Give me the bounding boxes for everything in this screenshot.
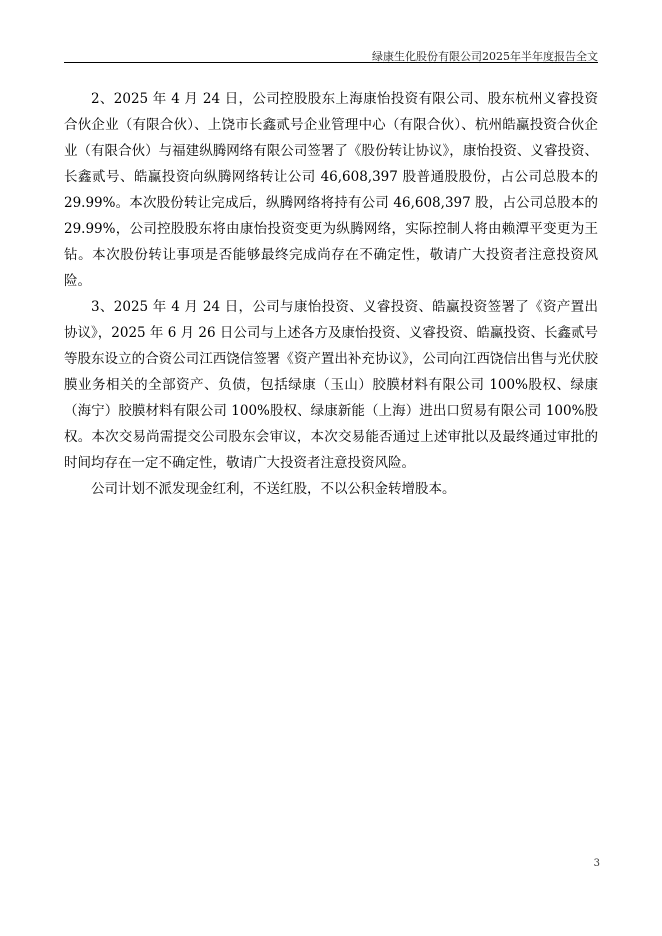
paragraph-dividend-plan: 公司计划不派发现金红利，不送红股，不以公积金转增股本。 (91, 481, 456, 497)
paragraph-asset-divestment: 3、2025 年 4 月 24 日，公司与康怡投资、义睿投资、皓赢投资签署了《资产置出协议》，2025 年 6 月 26 日公司与上述各方及康怡投资、义睿投资、皓赢投资、长鑫贰号等股东设立的合资公司江西饶信签署《资产置出补充协议》，公司向江西饶信出售与光伏胶膜业务相关的全部资产、负债，包括绿康（玉山）胶膜材料有限公司 100%股权、绿康（海宁）胶膜材料有限公司 100%股权、绿康新能（上海）进出口贸易有限公司 100%股权。本次交易尚需提交公司股东会审议，本次交易能否通过上述审批以及最终通过审批的时间均存在一定不确定性，敬请广大投资者注意投资风险。 (64, 299, 598, 471)
document-body (64, 86, 598, 502)
paragraph-share-transfer: 2、2025 年 4 月 24 日，公司控股股东上海康怡投资有限公司、股东杭州义睿投资合伙企业（有限合伙）、上饶市长鑫贰号企业管理中心（有限合伙）、杭州皓赢投资合伙企业（有限合伙）与福建纵腾网络有限公司签署了《股份转让协议》，康怡投资、义睿投资、长鑫贰号、皓赢投资向纵腾网络转让公司 46,608,397 股普通股股份，占公司总股本的 29.99%。本次股份转让完成后，纵腾网络将持有公司 46,608,397 股，占公司总股本的 29.99%，公司控股股东将由康怡投资变更为纵腾网络，实际控制人将由赖潭平变更为王钻。本次股份转让事项是否能够最终完成尚存在不确定性，敬请广大投资者注意投资风险。 (64, 91, 598, 289)
header-divider (64, 62, 598, 63)
page-number: 3 (593, 858, 600, 869)
page-header-title: 绿康生化股份有限公司2025年半年度报告全文 (372, 50, 598, 63)
